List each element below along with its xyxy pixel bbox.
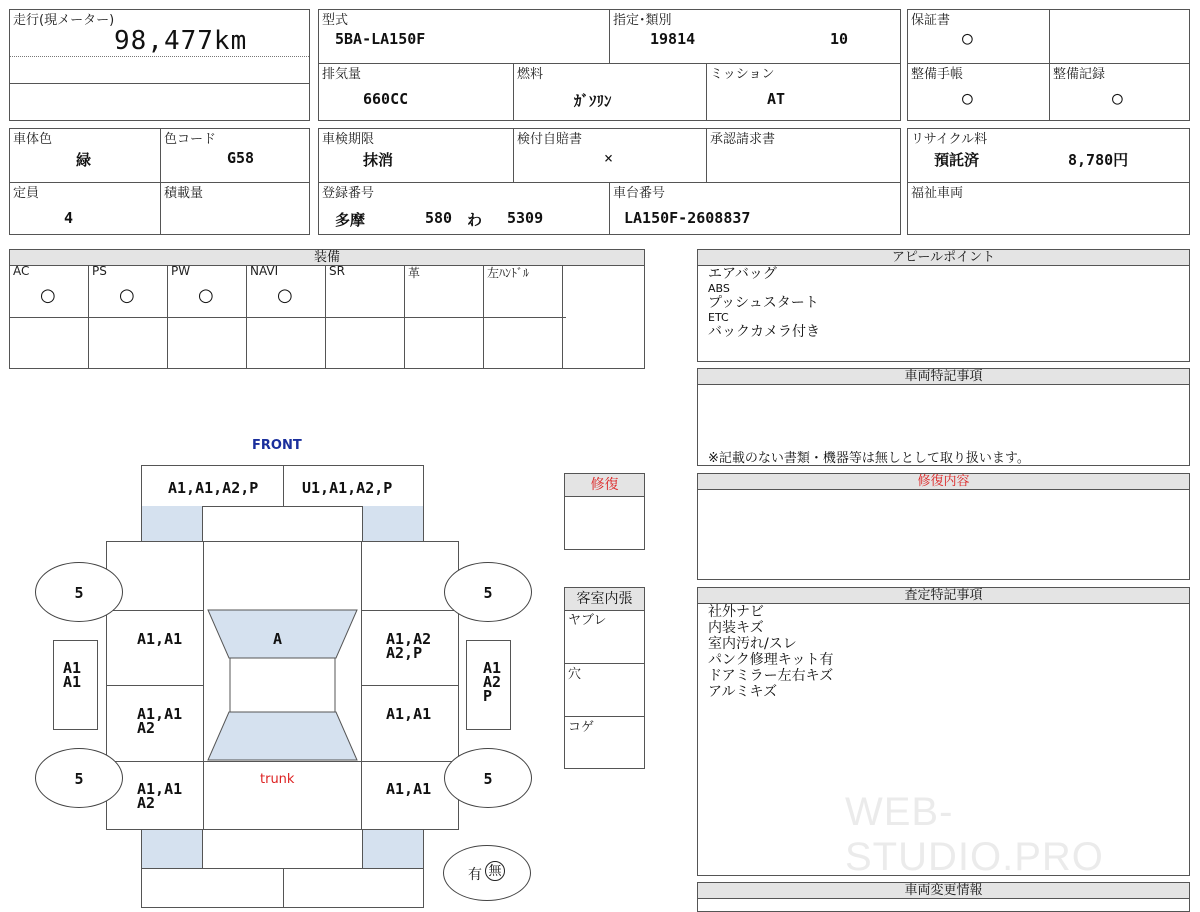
maint-record-label: 整備記録 (1053, 67, 1106, 82)
registration-class: 580 (425, 209, 453, 227)
capacity-cell (9, 182, 161, 235)
assessment-title: 査定特記事項 (698, 588, 1189, 604)
registration-number: 5309 (507, 209, 544, 227)
interior-row-label: コゲ (568, 720, 595, 735)
equipment-item-label: SR (329, 264, 345, 278)
registration-kana: わ (467, 211, 483, 229)
equipment-item-value: ○ (198, 285, 214, 306)
front-left-pillar (141, 506, 203, 542)
tire-front-left-value: 5 (74, 584, 84, 602)
insurance-cell (513, 128, 707, 183)
repair-box (564, 473, 645, 550)
equipment-item-value: ○ (119, 285, 135, 306)
change-info-title: 車両変更情報 (698, 883, 1189, 899)
side-right-code: A1 A2 P (483, 659, 502, 705)
roof-code: A (273, 630, 283, 648)
inspection-value: 抹消 (363, 151, 394, 169)
approval-cell (706, 128, 901, 183)
spec-label: 指定･類別 (613, 13, 672, 28)
tire-rear-left-value: 5 (74, 770, 84, 788)
color-cell (9, 128, 161, 183)
rear-bumper (141, 868, 424, 908)
repair-detail-title: 修復内容 (698, 474, 1189, 490)
equipment-item-label: 左ﾊﾝﾄﾞﾙ (487, 266, 530, 280)
special-notes-title: 車両特記事項 (698, 369, 1189, 385)
fuel-label: 燃料 (517, 67, 544, 82)
interior-box (564, 587, 645, 769)
fuel-value: ｶﾞｿﾘﾝ (574, 92, 612, 110)
watermark: WEB-STUDIO.PRO (845, 790, 1104, 879)
model-value: 5BA-LA150F (335, 30, 426, 48)
spec-cell (609, 9, 901, 64)
welfare-cell (907, 182, 1190, 235)
trunk-label: trunk (260, 772, 295, 787)
inspection-cell (318, 128, 514, 183)
front-right-pillar (362, 506, 424, 542)
fuel-cell (513, 63, 707, 121)
registration-label: 登録番号 (322, 186, 375, 201)
special-notes-panel (697, 368, 1190, 466)
chassis-label: 車台番号 (613, 186, 666, 201)
rear-left-code: A1,A1 A2 (137, 780, 183, 812)
tire-rear-right-value: 5 (483, 770, 493, 788)
load-cell (160, 182, 310, 235)
equipment-item-label: PS (92, 264, 107, 278)
chassis-value: LA150F-2608837 (624, 209, 751, 227)
spec-value-1: 19814 (650, 30, 696, 48)
equipment-item-value: ○ (277, 285, 293, 306)
tire-front-right-value: 5 (483, 584, 493, 602)
maint-book-value: ○ (962, 88, 973, 109)
color-code-value: G58 (227, 149, 255, 167)
equipment-item-value: ○ (40, 285, 56, 306)
appeal-title: アピールポイント (698, 250, 1189, 266)
fender-right-code: A1,A2 A2,P (386, 630, 432, 662)
side-right-panel (466, 640, 511, 730)
insurance-label: 検付自賠書 (517, 132, 583, 147)
equipment-table (9, 249, 645, 369)
tire-front-left (35, 562, 123, 622)
warranty-value: ○ (962, 28, 973, 49)
door-left-code: A1,A1 A2 (137, 705, 183, 737)
car-diagram (0, 430, 560, 900)
spare-no-label: 無 (485, 861, 505, 881)
repair-title: 修復 (565, 474, 644, 497)
blank-cell-top-right (1049, 9, 1190, 64)
warranty-label: 保証書 (911, 13, 951, 28)
side-left-code: A1 A1 (63, 659, 82, 691)
chassis-cell (609, 182, 901, 235)
recycle-amount: 8,780円 (1068, 151, 1129, 169)
model-label: 型式 (322, 13, 349, 28)
repair-detail-panel (697, 473, 1190, 580)
registration-cell (318, 182, 610, 235)
maint-book-cell (907, 63, 1050, 121)
interior-row-label: 穴 (568, 667, 582, 682)
maint-record-cell (1049, 63, 1190, 121)
color-value: 緑 (76, 151, 92, 169)
inspection-label: 車検期限 (322, 132, 375, 147)
fender-left-code: A1,A1 (137, 630, 183, 648)
approval-label: 承認請求書 (710, 132, 776, 147)
appeal-line: プッシュスタート (708, 295, 819, 311)
front-label: FRONT (252, 438, 302, 453)
color-code-cell (160, 128, 310, 183)
tire-front-right (444, 562, 532, 622)
mission-value: AT (767, 90, 786, 108)
registration-area: 多摩 (335, 211, 366, 229)
appeal-line: ABS (708, 282, 730, 295)
roof-graphic (203, 608, 362, 762)
appeal-line: ETC (708, 311, 729, 324)
change-info-panel (697, 882, 1190, 912)
maint-record-value: ○ (1112, 88, 1123, 109)
rear-right-code: A1,A1 (386, 780, 432, 798)
tire-rear-right (444, 748, 532, 808)
mission-cell (706, 63, 901, 121)
color-label: 車体色 (13, 132, 53, 147)
spec-value-2: 10 (830, 30, 849, 48)
mission-label: ミッション (710, 67, 775, 82)
appeal-line: エアバッグ (708, 266, 777, 282)
appeal-panel (697, 249, 1190, 362)
capacity-label: 定員 (13, 186, 40, 201)
displacement-cell (318, 63, 514, 121)
spare-yes-label: 有 (468, 867, 482, 883)
insurance-value: × (604, 149, 614, 167)
equipment-title: 装備 (10, 250, 644, 266)
equipment-item-label: PW (171, 264, 191, 278)
spare-tire-indicator (443, 845, 531, 901)
equipment-item-label: 革 (408, 266, 421, 280)
mileage-label: 走行(現メーター) (13, 13, 115, 28)
front-bumper (141, 465, 424, 507)
mileage-cell (9, 9, 310, 121)
load-label: 積載量 (164, 186, 204, 201)
capacity-value: 4 (64, 209, 74, 227)
interior-row-label: ヤブレ (568, 613, 607, 628)
displacement-value: 660CC (363, 90, 409, 108)
recycle-cell (907, 128, 1190, 183)
interior-title: 客室内張 (565, 588, 644, 611)
model-cell (318, 9, 610, 64)
tire-rear-left (35, 748, 123, 808)
side-left-panel (53, 640, 98, 730)
equipment-item-label: AC (13, 264, 30, 278)
equipment-item-label: NAVI (250, 264, 279, 278)
rear-right-pillar (362, 829, 424, 869)
warranty-cell (907, 9, 1050, 64)
welfare-label: 福祉車両 (911, 186, 964, 201)
recycle-status: 預託済 (934, 151, 980, 169)
front-left-code: A1,A1,A2,P (168, 479, 259, 497)
door-right-code: A1,A1 (386, 705, 432, 723)
mileage-value: 98,477km (114, 26, 248, 56)
appeal-line: バックカメラ付き (708, 324, 820, 340)
color-code-label: 色コード (164, 132, 217, 147)
recycle-label: リサイクル料 (911, 132, 988, 147)
front-right-code: U1,A1,A2,P (302, 479, 393, 497)
assessment-text: 社外ナビ 内装キズ 室内汚れ/スレ パンク修理キット有 ドアミラー左右キズ アルミキズ (708, 604, 834, 700)
maint-book-label: 整備手帳 (911, 67, 964, 82)
rear-left-pillar (141, 829, 203, 869)
special-notes-footer: ※記載のない書類・機器等は無しとして取り扱います。 (708, 451, 1030, 466)
displacement-label: 排気量 (322, 67, 362, 82)
